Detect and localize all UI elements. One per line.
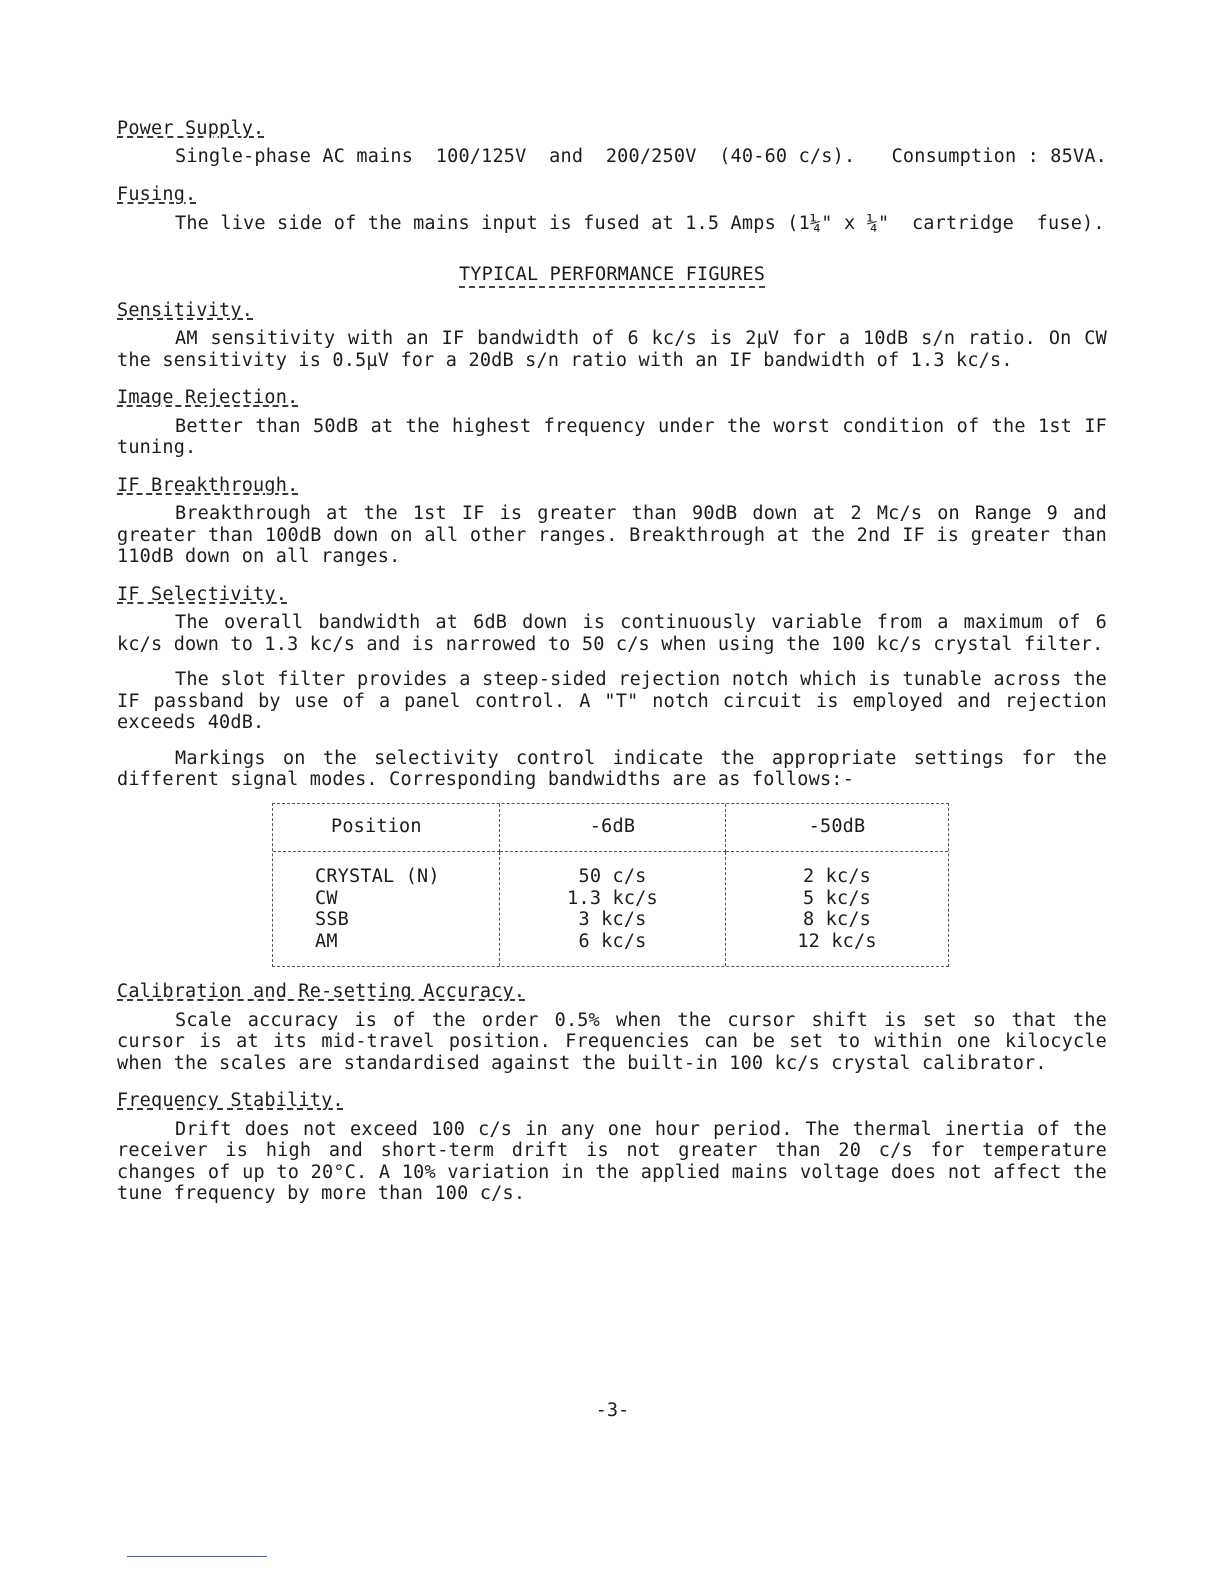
header-50db: -50dB — [726, 804, 949, 852]
table-cell: 2 kc/s — [802, 866, 872, 887]
fusing-heading: Fusing. — [117, 184, 197, 205]
footer-rule — [127, 1556, 267, 1557]
document-page — [117, 118, 1107, 1205]
if-selectivity-para1: The overall bandwidth at 6dB down is continuously variable from a maximum of 6 kc/s down to 1.3 kc/s and is narrowed to 50 c/s when using the 100 kc/s crystal filter. — [117, 612, 1107, 655]
page-number: -3- — [595, 1400, 630, 1421]
table-cell: 8 kc/s — [802, 909, 872, 930]
table-cell: AM — [315, 930, 338, 952]
frequency-stability-heading: Frequency Stability. — [117, 1090, 344, 1111]
power-supply-text: Single-phase AC mains 100/125V and 200/250V (40-60 c/s). — [175, 145, 856, 167]
if-selectivity-para3: Markings on the selectivity control indicate the appropriate settings for the different signal modes. Corresponding bandwidths are as follows:- — [117, 747, 1107, 790]
image-rejection-heading: Image Rejection. — [117, 387, 299, 408]
calibration-heading: Calibration and Re-setting Accuracy. — [117, 981, 526, 1002]
fusing-text: The live side of the mains input is fused at 1.5 Amps (1¼" x ¼" cartridge fuse). — [175, 212, 1105, 234]
power-consumption: Consumption : 85VA. — [891, 145, 1107, 167]
table-cell: 1.3 kc/s — [567, 887, 658, 909]
table-cell: 50 c/s — [578, 866, 647, 887]
calibration-text: Scale accuracy is of the order 0.5% when the cursor shift is set so that the cursor is at its mid-travel position. Frequencies can be set to within one kilocycle when the scales are standardised against the built-in 100 kc/s crystal calibrator. — [117, 1009, 1107, 1074]
table-cell: CW — [315, 887, 338, 909]
table-header-row — [273, 804, 948, 852]
frequency-stability-text: Drift does not exceed 100 c/s in any one hour period. The thermal inertia of the receiver is high and short-term drift is not greater than 20 c/s for temperature changes of up to 20°C. A 10% variation in the applied mains voltage does not affect the tune frequency by more than 100 c/s. — [117, 1118, 1107, 1204]
db6-column — [500, 852, 726, 967]
db50-column — [726, 852, 949, 967]
if-selectivity-para2: The slot filter provides a steep-sided rejection notch which is tunable across the IF passband by use of a panel control. A "T" notch circuit is employed and rejection exceeds 40dB. — [117, 669, 1107, 733]
image-rejection-text: Better than 50dB at the highest frequency under the worst condition of the 1st IF tuning. — [117, 415, 1107, 458]
bandwidth-table — [272, 803, 949, 968]
table-cell: 5 kc/s — [802, 887, 872, 909]
sensitivity-text: AM sensitivity with an IF bandwidth of 6 kc/s is 2µV for a 10dB s/n ratio. On CW the sensitivity is 0.5µV for a 20dB s/n ratio with an IF bandwidth of 1.3 kc/s. — [117, 328, 1107, 371]
table-cell: 12 kc/s — [797, 930, 877, 952]
if-breakthrough-text: Breakthrough at the 1st IF is greater than 90dB down at 2 Mc/s on Range 9 and greater than 100dB down on all other ranges. Breakthrough at the 2nd IF is greater than 110dB down on all ranges. — [117, 503, 1107, 567]
position-column — [273, 852, 500, 967]
table-cell: CRYSTAL (N) — [315, 866, 440, 887]
power-supply-line — [117, 146, 1107, 168]
section-title: TYPICAL PERFORMANCE FIGURES — [117, 264, 1107, 286]
header-6db: -6dB — [500, 804, 726, 852]
header-position: Position — [273, 804, 500, 852]
sensitivity-heading: Sensitivity. — [117, 299, 254, 321]
table-cell: SSB — [315, 909, 350, 930]
if-selectivity-heading: IF Selectivity. — [117, 583, 288, 605]
if-breakthrough-heading: IF Breakthrough. — [117, 474, 299, 496]
table-body-row — [273, 852, 948, 967]
table-cell: 6 kc/s — [578, 930, 647, 952]
table-cell: 3 kc/s — [578, 909, 647, 930]
power-supply-heading: Power Supply. — [117, 118, 265, 139]
